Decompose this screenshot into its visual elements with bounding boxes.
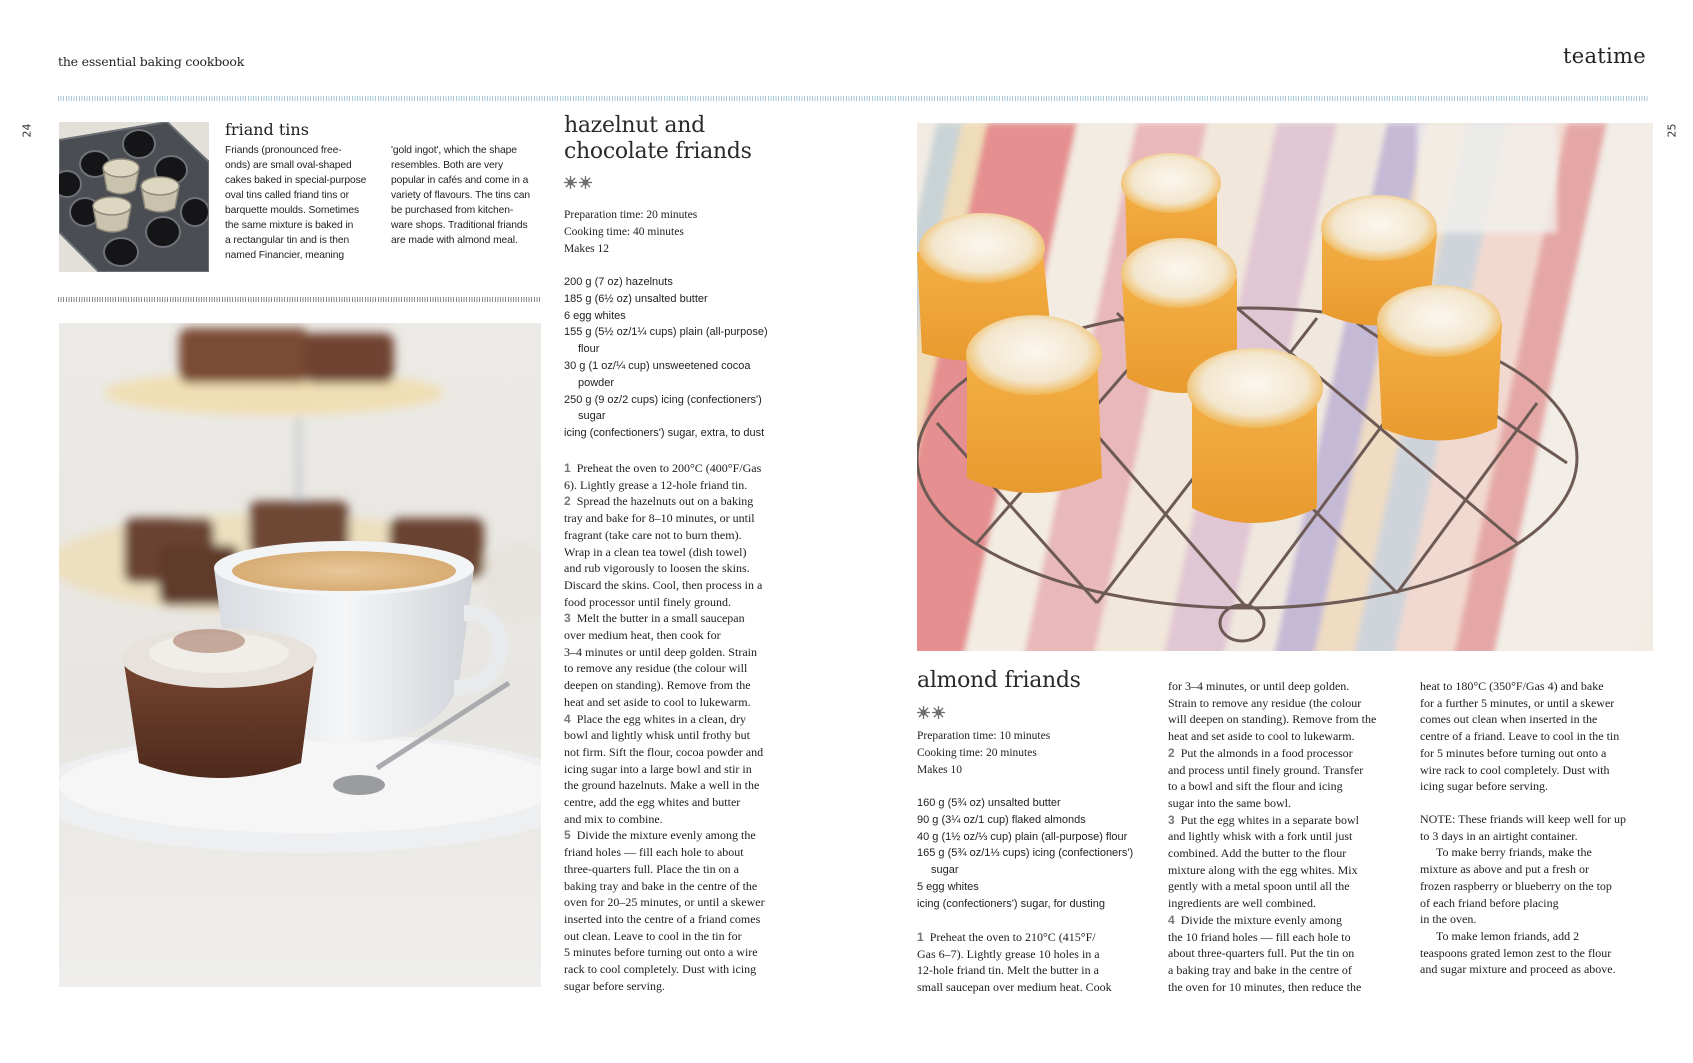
step-number: 1 [917,930,924,944]
recipe2-method-col1 [917,929,1157,996]
sidebar-divider-rule [58,297,540,302]
method-line: of each friand before placing [1420,895,1559,910]
method-line: and process until finely ground. Transfer [1168,762,1364,777]
chocolate-friand-with-tea-photo [59,323,541,987]
method-line: 12-hole friand tin. Melt the butter in a [917,963,1099,978]
method-line: icing sugar into a large bowl and stir in [564,761,752,776]
recipe2-meta [917,728,1050,778]
method-line: and sugar mixture and proceed as above. [1420,962,1616,977]
method-line: mixture along with the egg whites. Mix [1168,862,1358,877]
method-line: for 5 minutes before turning out onto a [1420,745,1607,760]
method-line: to a bowl and sift the flour and icing [1168,779,1343,794]
method-line: combined. Add the butter to the flour [1168,846,1347,861]
method-line: ingredients are well combined. [1168,896,1316,911]
step-number: 5 [564,828,571,843]
method-line: Gas 6–7). Lightly grease 10 holes in a [917,946,1100,961]
method-line: small saucepan over medium heat. Cook [917,980,1112,995]
method-line: teaspoons grated lemon zest to the flour [1420,945,1612,960]
method-step-start: 3 Put the egg whites in a separate bowl [1168,812,1359,827]
method-line: the ground hazelnuts. Make a well in the [564,778,760,793]
method-line: To make berry friands, make the [1436,845,1592,860]
method-line: frozen raspberry or blueberry on the top [1420,878,1612,893]
cook-time: Cooking time: 20 minutes [917,746,1037,759]
ingredient: 155 g (5½ oz/1¼ cups) plain (all-purpose) [564,326,768,339]
sidebar-title: friand tins [225,120,309,139]
starburst-icon [579,176,592,189]
method-step-start: 2 Spread the hazelnuts out on a baking [564,494,754,509]
recipe2-note [1420,811,1665,978]
recipe1-meta [564,207,697,257]
sidebar-text-col2: 'gold ingot', which the shape resembles. Both are very popular in cafés and come in a variety of flavours. The tins can be purchased from kitchen- ware shops. Traditional friands are made with almond meal. [391,145,531,246]
method-line: to 3 days in an airtight container. [1420,828,1578,843]
recipe2-method-col2 [1168,678,1413,995]
step-number: 4 [564,711,571,726]
step-number: 2 [1168,745,1175,760]
method-line: in the oven. [1420,912,1477,927]
method-step-start: 5 Divide the mixture evenly among the [564,828,756,843]
header-rule [58,96,1648,101]
method-line: heat and set aside to cool to lukewarm. [564,694,751,709]
ingredient: icing (confectioners') sugar, extra, to dust [564,427,765,440]
method-line: fragrant (take care not to burn them). [564,527,742,542]
method-line: deepen on standing). Remove from the [564,678,751,693]
prep-time: Preparation time: 10 minutes [917,730,1051,742]
yield: Makes 12 [564,242,610,255]
recipe2-ingredients: 160 g (5¾ oz) unsalted butter 90 g (3¼ oz/1 cup) flaked almonds 40 g (1½ oz/⅓ cup) plain (all-purpose) flour 165 g (5¾ oz/1⅓ cups) icing (confectioners') sugar 5 egg whites icing (confectioners') sugar, for dusting [917,795,1157,913]
ingredient: icing (confectioners') sugar, for dusting [917,897,1105,910]
method-line: to remove any residue (the colour will [564,661,748,676]
method-line: 5 minutes before turning out onto a wire [564,945,758,960]
prep-time: Preparation time: 20 minutes [564,209,698,221]
difficulty-rating [917,706,945,719]
ingredient: 160 g (5¾ oz) unsalted butter [917,797,1061,809]
method-line: Wrap in a clean tea towel (dish towel) [564,544,747,559]
sidebar-text-col1: Friands (pronounced free- onds) are small oval-shaped cakes baked in special-purpose oval tins called friand tins or barquette moulds. Sometimes the same mixture is baked in a rectangular tin and is then named Financier, meaning [225,145,367,261]
method-line: and mix to combine. [564,811,663,826]
ingredient: 250 g (9 oz/2 cups) icing (confectioners') [564,393,762,406]
recipe-title-hazelnut-chocolate: hazelnut and chocolate friands [564,113,752,164]
method-step-start: 1 Preheat the oven to 200°C (400°F/Gas [564,461,762,475]
method-line: Strain to remove any residue (the colour [1168,695,1362,710]
ingredient: 40 g (1½ oz/⅓ cup) plain (all-purpose) flour [917,830,1128,843]
method-line: inserted into the centre of a friand comes [564,911,761,926]
method-line: and rub vigorously to loosen the skins. [564,561,750,576]
difficulty-rating [564,176,592,189]
method-step-start: 3 Melt the butter in a small saucepan [564,611,745,626]
method-line: oven for 20–25 minutes, or until a skewer [564,895,765,910]
method-line: not firm. Sift the flour, cocoa powder and [564,744,764,759]
almond-friands-on-rack-photo [917,123,1653,651]
starburst-icon [932,706,945,719]
method-line: tray and bake for 8–10 minutes, or until [564,511,755,526]
ingredient: 30 g (1 oz/¼ cup) unsweetened cocoa [564,359,751,372]
method-line: three-quarters full. Place the tin on a [564,861,739,876]
ingredient: 5 egg whites [917,880,979,893]
step-number: 1 [564,461,571,475]
method-line: 3–4 minutes or until deep golden. Strain [564,644,757,659]
method-line: for 3–4 minutes, or until deep golden. [1168,679,1350,693]
method-line: centre, add the egg whites and butter [564,795,741,810]
ingredient: 90 g (3¼ oz/1 cup) flaked almonds [917,813,1086,826]
method-line: food processor until finely ground. [564,594,731,609]
method-line: the oven for 10 minutes, then reduce the [1168,979,1362,994]
step-number: 2 [564,494,571,509]
method-line: out clean. Leave to cool in the tin for [564,928,742,943]
recipe-title-almond: almond friands [917,668,1081,693]
method-line: 6). Lightly grease a 12-hole friand tin. [564,477,748,492]
friand-tin-photo [59,122,209,272]
ingredient: 200 g (7 oz) hazelnuts [564,276,673,288]
method-step-start: 1 Preheat the oven to 210°C (415°F/ [917,930,1096,944]
method-line: friand holes — fill each hole to about [564,845,744,860]
section-title: teatime [1563,44,1646,68]
method-line: over medium heat, then cook for [564,628,721,643]
method-line: the 10 friand holes — fill each hole to [1168,929,1351,944]
method-line: heat to 180°C (350°F/Gas 4) and bake [1420,679,1604,693]
method-line: about three-quarters full. Put the tin on [1168,946,1355,961]
method-step-start: 4 Place the egg whites in a clean, dry [564,711,746,726]
page-number-left: 24 [20,123,34,138]
method-line: sugar into the same bowl. [1168,795,1291,810]
method-line: and lightly whisk with a fork until just [1168,829,1353,844]
method-line: sugar before serving. [564,978,665,993]
page-number-right: 25 [1665,123,1679,138]
starburst-icon [917,706,930,719]
method-line: baking tray and bake in the centre of the [564,878,758,893]
method-line: a baking tray and bake in the centre of [1168,962,1352,977]
starburst-icon [564,176,577,189]
method-line: centre of a friand. Leave to cool in the tin [1420,729,1620,744]
method-step-start: 4 Divide the mixture evenly among [1168,912,1342,927]
step-number: 3 [1168,812,1175,827]
recipe1-method [564,460,814,995]
method-line: for a further 5 minutes, or until a skewer [1420,695,1615,710]
recipe2-method-col3 [1420,678,1665,795]
method-line: Discard the skins. Cool, then process in a [564,577,763,592]
cook-time: Cooking time: 40 minutes [564,225,684,238]
ingredient: 6 egg whites [564,309,626,322]
step-number: 3 [564,611,571,626]
yield: Makes 10 [917,763,963,776]
method-line: wire rack to cool completely. Dust with [1420,762,1610,777]
method-step-start: 2 Put the almonds in a food processor [1168,745,1353,760]
recipe1-ingredients: 200 g (7 oz) hazelnuts 185 g (6½ oz) unsalted butter 6 egg whites 155 g (5½ oz/1¼ cups) plain (all-purpose) flour 30 g (1 oz/¼ cup) unsweetened cocoa powder 250 g (9 oz/2 cups) icing (confectioners') sugar icing (confectioners') sugar, extra, to dust [564,274,804,442]
step-number: 4 [1168,912,1175,927]
method-line: comes out clean when inserted in the [1420,712,1598,727]
running-head: the essential baking cookbook [58,54,245,69]
method-line: icing sugar before serving. [1420,779,1548,794]
method-line: rack to cool completely. Dust with icing [564,962,757,977]
ingredient: 165 g (5¾ oz/1⅓ cups) icing (confectioners') [917,847,1134,860]
method-line: To make lemon friands, add 2 [1436,928,1580,943]
ingredient: 185 g (6½ oz) unsalted butter [564,292,708,305]
method-line: bowl and lightly whisk until frothy but [564,728,750,743]
method-line: gently with a metal spoon until all the [1168,879,1350,894]
method-line: mixture as above and put a fresh or [1420,862,1589,877]
method-line: heat and set aside to cool to lukewarm. [1168,729,1355,744]
method-line: NOTE: These friands will keep well for up [1420,812,1627,826]
method-line: will deepen on standing). Remove from the [1168,712,1377,727]
